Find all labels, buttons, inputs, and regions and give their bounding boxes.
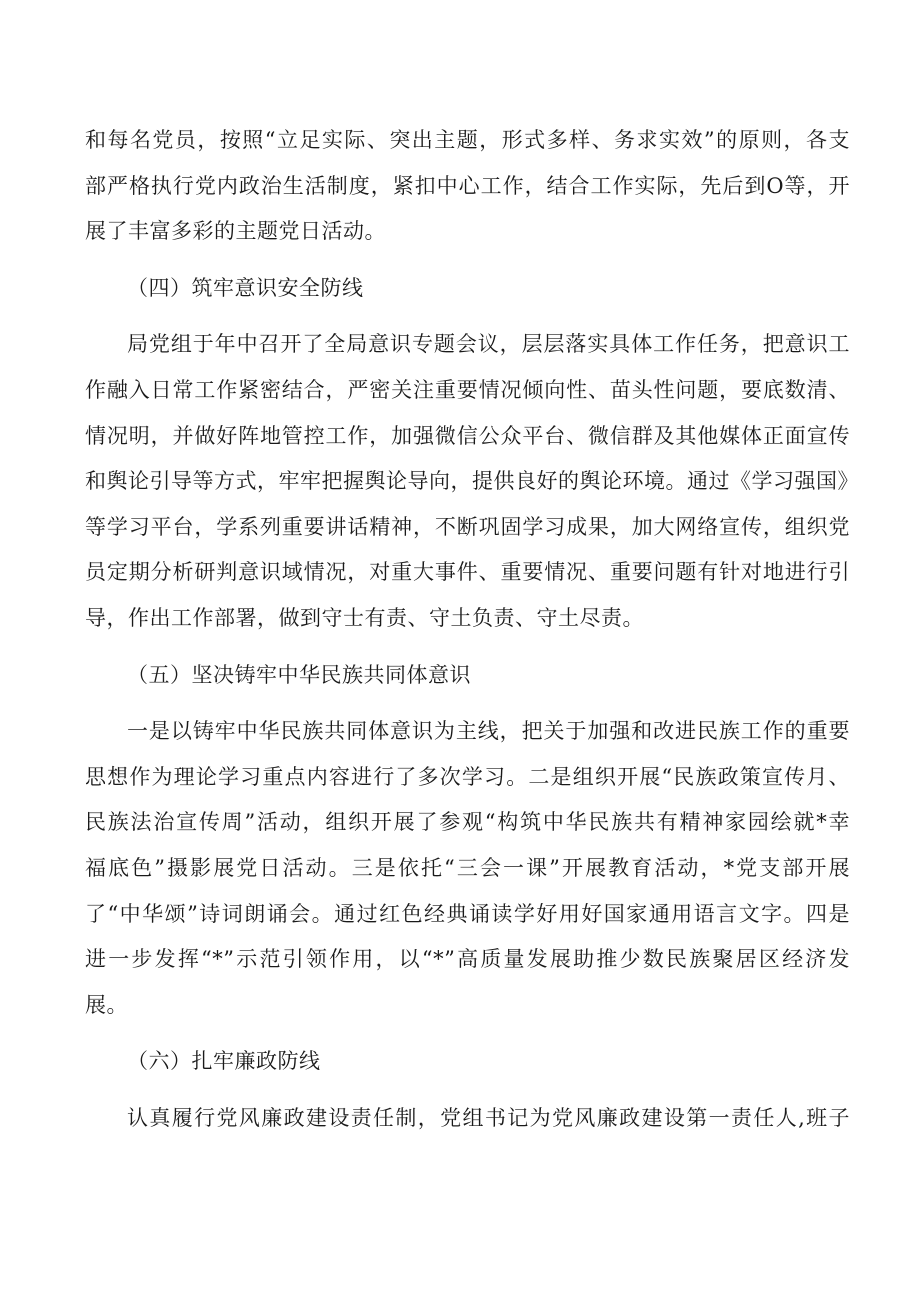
text-line: 部严格执行党内政治生活制度，紧扣中心工作，结合工作实际，先后到O等，开 bbox=[85, 173, 850, 198]
text-line: 展。 bbox=[85, 992, 128, 1017]
text-line: 福底色”摄影展党日活动。三是依托“三会一课”开展教育活动，*党支部开展 bbox=[85, 855, 850, 880]
text-line: 作融入日常工作紧密结合，严密关注重要情况倾向性、苗头性问题，要底数清、 bbox=[85, 377, 850, 402]
text-line: 展了丰富多彩的主题党日活动。 bbox=[85, 219, 386, 244]
text-line: 员定期分析研判意识域情况，对重大事件、重要情况、重要问题有针对地进行引 bbox=[85, 560, 850, 585]
text-line: 进一步发挥“*”示范引领作用，以“*”高质量发展助推少数民族聚居区经济发 bbox=[85, 947, 850, 972]
section-heading: （四）筑牢意识安全防线 bbox=[127, 275, 364, 300]
text-line: 情况明，并做好阵地管控工作，加强微信公众平台、微信群及其他媒体正面宣传 bbox=[85, 423, 850, 448]
text-line: 认真履行党风廉政建设责任制，党组书记为党风廉政建设第一责任人,班子 bbox=[127, 1105, 850, 1130]
paragraph bbox=[85, 1096, 850, 1142]
text-line: 和每名党员，按照“立足实际、突出主题，形式多样、务求实效”的原则，各支 bbox=[85, 128, 850, 152]
paragraph bbox=[85, 709, 850, 1028]
text-line: 思想作为理论学习重点内容进行了多次学习。二是组织开展“民族政策宣传月、 bbox=[85, 764, 850, 789]
text-line: 导，作出工作部署，做到守士有责、守土负责、守土尽责。 bbox=[85, 605, 644, 630]
section-heading: （六）扎牢廉政防线 bbox=[127, 1049, 321, 1074]
document-page bbox=[85, 118, 859, 1141]
paragraph bbox=[85, 118, 850, 255]
paragraph bbox=[85, 322, 859, 641]
section-heading: （五）坚决铸牢中华民族共同体意识 bbox=[127, 662, 471, 687]
text-line: 民族法治宣传周”活动，组织开展了参观“构筑中华民族共有精神家园绘就*幸 bbox=[85, 810, 850, 835]
text-line: 了“中华颂”诗词朗诵会。通过红色经典诵读学好用好国家通用语言文字。四是 bbox=[85, 901, 850, 926]
text-line: 和舆论引导等方式，牢牢把握舆论导向，提供良好的舆论环境。通过《学习强国》 bbox=[85, 469, 859, 494]
text-line: 局党组于年中召开了全局意识专题会议，层层落实具体工作任务，把意识工 bbox=[127, 332, 850, 357]
text-line: 一是以铸牢中华民族共同体意识为主线，把关于加强和改进民族工作的重要 bbox=[127, 719, 850, 744]
text-line: 等学习平台，学系列重要讲话精神，不断巩固学习成果，加大网络宣传，组织党 bbox=[85, 514, 850, 539]
